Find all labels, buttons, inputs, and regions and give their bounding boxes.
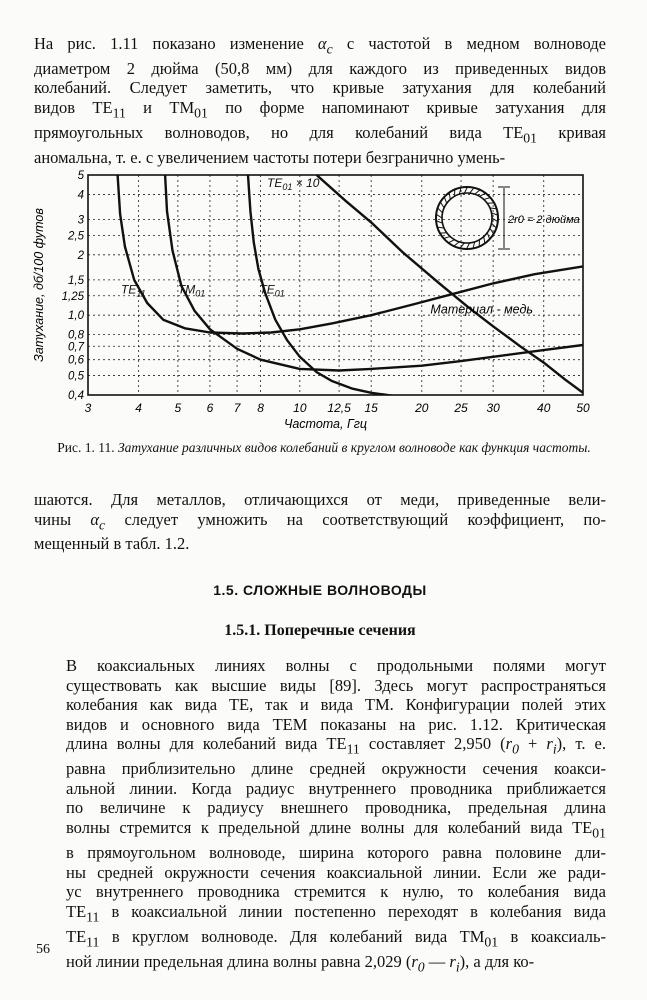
series-label-te01x10: $TE_{01} \times 10$ <box>267 176 320 193</box>
series-line-te01-x-10 <box>317 175 583 393</box>
x-tick-label: 5 <box>174 401 182 415</box>
text-line: существовать как высшие виды [89]. Здесь могут распространяться <box>66 675 606 695</box>
text-line: В коаксиальных линиях волны с продольными полями могут <box>66 656 606 675</box>
text-line: видов $TE_{11}$ и $TM_{01}$ по форме напоминают кривые затухания для <box>34 98 607 121</box>
waveguide-hatch <box>484 237 485 244</box>
waveguide-hatch <box>470 188 474 193</box>
waveguide-hatch <box>484 198 491 200</box>
text-line: прямоугольных волноводов, но для колебаний вида $TE_{01}$ кривая <box>34 122 606 146</box>
text-line: На рис. 1.11 показано изменение $\alpha_c$ с частотой в медном волноводе <box>34 34 606 57</box>
series-label-te11: $TE_{11}$ <box>121 282 146 299</box>
series-label-tm01: $TM_{01}$ <box>177 282 206 299</box>
text-line: аномальна, т. е. с увеличением частоты потери безгранично умень- <box>34 147 506 167</box>
text-line: $TE_{11}$ в круглом волноводе. Для колебаний вида $TM_{01}$ в коаксиаль- <box>66 926 606 949</box>
waveguide-hatch <box>444 197 446 203</box>
waveguide-inner-circle <box>442 193 492 243</box>
text-line: чины $\alpha_c$ следует умножить на соответствующий коэффициент, по- <box>34 509 606 532</box>
text-line: ной линии предельная длина волны равна 2,029 ($r_0$ — $r_i$), а для ко- <box>66 951 535 974</box>
y-tick-label: 2,5 <box>68 230 84 243</box>
x-tick-label: 10 <box>293 401 307 415</box>
waveguide-hatch <box>491 223 496 228</box>
waveguide-hatch <box>454 242 459 246</box>
text-line: шаются. Для металлов, отличающихся от меди, приведенные вели- <box>34 490 606 509</box>
waveguide-hatch <box>436 214 442 218</box>
paragraph-2 <box>34 490 606 554</box>
waveguide-hatch <box>444 237 451 239</box>
page-number: 56 <box>36 942 50 957</box>
x-tick-label: 50 <box>576 401 590 415</box>
attenuation-chart <box>0 0 647 440</box>
waveguide-outer-circle <box>436 187 498 249</box>
text-line: ус внутреннего проводника стремится к нулю, то колебания вида <box>66 882 606 902</box>
y-tick-label: 3 <box>77 214 84 227</box>
x-tick-label: 8 <box>257 401 264 415</box>
text-line: ны средней окружности сечения коаксиальной линии. Если же ради- <box>66 862 606 882</box>
x-tick-label: 25 <box>454 401 468 415</box>
y-tick-label: 1,5 <box>68 274 84 287</box>
text-line: альной линии. Когда радиус внутреннего проводника приближается <box>66 778 606 798</box>
waveguide-hatch <box>449 193 450 200</box>
x-tick-label: 4 <box>135 401 142 415</box>
waveguide-hatch <box>475 190 480 194</box>
text-line: равна приблизительно длине средней окружности сечения коакси- <box>66 759 606 779</box>
text-line: в прямоугольном волноводе, ширина которого равна половине дли- <box>66 842 606 862</box>
material-annotation: Материал - медь <box>430 302 533 317</box>
x-tick-label: 15 <box>364 401 378 415</box>
diameter-annotation: 2r0 = 2 дюйма <box>508 214 580 226</box>
series-label-te01: $TE_{01}$ <box>259 282 285 299</box>
subsection-heading: 1.5.1. Поперечные сечения <box>224 622 416 639</box>
x-axis-label: Частота, Ггц <box>283 417 368 431</box>
text-line: длина волны для колебаний вида $TE_{11}$ составляет 2,950 $(r_0 + r_i)$, т. е. <box>66 734 606 757</box>
series-line-tm01 <box>165 175 583 371</box>
y-tick-label: 2 <box>77 249 84 262</box>
text-line: $TE_{11}$ в коаксиальной линии постепенно переходят в колебания вида <box>66 901 606 925</box>
waveguide-hatch <box>438 208 443 213</box>
y-tick-label: 0,8 <box>68 329 84 342</box>
y-tick-label: 4 <box>77 189 84 202</box>
x-tick-label: 3 <box>84 401 92 415</box>
x-tick-label: 6 <box>206 401 214 415</box>
x-tick-label: 7 <box>233 401 241 415</box>
text-line: мещенный в табл. 1.2. <box>34 534 190 554</box>
y-axis-label: Затухание, дб/100 футов <box>32 208 46 362</box>
text-line: диаметром 2 дюйма (50,8 мм) для каждого из приведенных видов <box>34 58 606 78</box>
section-heading: 1.5. СЛОЖНЫЕ ВОЛНОВОДЫ <box>213 582 427 598</box>
waveguide-hatch <box>440 202 444 208</box>
waveguide-hatch <box>487 233 489 239</box>
y-tick-label: 0,5 <box>68 370 84 383</box>
text-line: волны стремится к предельной длине волны для колебаний вида $TE_{01}$ <box>66 818 606 841</box>
y-tick-label: 0,4 <box>68 390 84 402</box>
text-line: колебаний. Следует заметить, что кривые затухания для колебаний <box>34 78 606 98</box>
y-tick-label: 0,6 <box>68 354 84 367</box>
text-line: по величине к радиусу внешнего проводника, предельная длина <box>66 798 606 818</box>
x-tick-label: 30 <box>486 401 500 415</box>
x-tick-label: 20 <box>415 401 429 415</box>
paragraph-3 <box>34 656 606 976</box>
figure-caption <box>34 440 614 456</box>
plot-frame <box>88 175 583 395</box>
y-tick-label: 0,7 <box>68 341 84 354</box>
y-tick-label: 1,25 <box>61 290 84 303</box>
text-line: колебания как вида TE, так и вида TM. Конфигурации полей этих <box>66 695 606 715</box>
waveguide-hatch <box>448 240 454 243</box>
x-tick-label: 12,5 <box>327 401 351 415</box>
x-tick-label: 40 <box>537 401 551 415</box>
y-tick-label: 5 <box>77 170 84 182</box>
series-line-te01 <box>248 175 583 412</box>
y-tick-label: 1,0 <box>68 310 84 323</box>
text-line: видов и основного вида TEM показаны на рис. 1.12. Критическая <box>66 714 606 734</box>
figure-caption-text: Затухание различных видов колебаний в круглом волноводе как функция частоты. <box>118 440 591 455</box>
figure-caption-label: Рис. 1. 11. <box>57 440 115 455</box>
